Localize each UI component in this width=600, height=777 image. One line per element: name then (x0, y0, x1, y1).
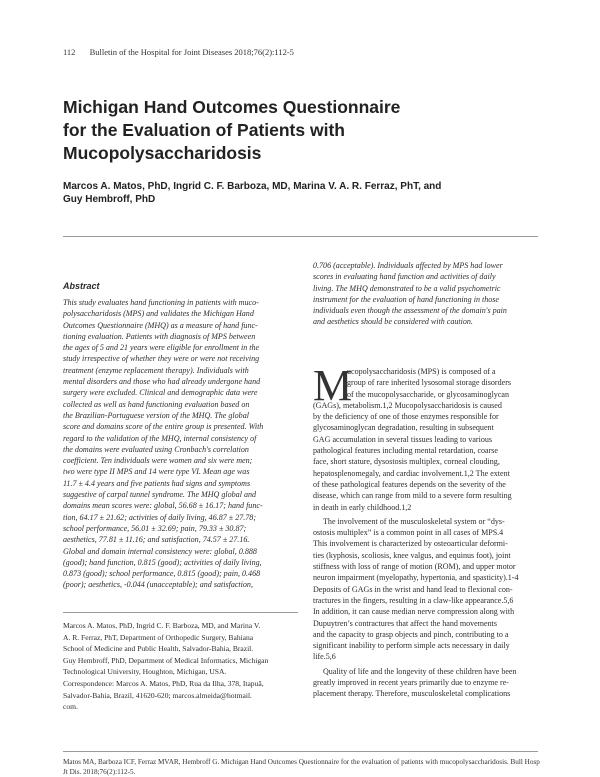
abstract-line: scores in evaluating hand function and activities of daily (313, 272, 496, 282)
abstract-line: school performance, 56.01 ± 32.69; pain, 79.33 ± 30.87; (63, 523, 247, 533)
body-line: group of rare inherited lysosomal storage disorders (347, 378, 512, 388)
journal-reference: Bulletin of the Hospital for Joint Diseases 2018;76(2):112-5 (89, 47, 294, 57)
title-line: for the Evaluation of Patients with (63, 120, 345, 140)
abstract-line: collected as well as hand functioning evaluation based on (63, 399, 250, 409)
abstract-line: the domains were evaluated using Cronbach's correlation (63, 444, 249, 454)
affiliation-divider (63, 612, 298, 613)
body-line: pathological features including mental retardation, coarse (313, 446, 499, 456)
abstract-line: the ages of 5 and 21 years were eligible for enrollment in the (63, 343, 260, 353)
body-line: disease, which can range from mild to a severe form resulting (313, 491, 512, 501)
title-line: Michigan Hand Outcomes Questionnaire (63, 97, 401, 117)
body-line: hepatosplenomegaly, and cardiac involvement.1,2 The extent (313, 468, 510, 478)
abstract-line: Outcomes Questionnaire (MHQ) as a measure of hand func- (63, 320, 258, 330)
abstract-line: instrument for the evaluation of hand functioning in those (313, 294, 499, 304)
body-line: ucopolysaccharidosis (MPS) is composed of a (347, 367, 496, 376)
affiliation-line: School of Medicine and Public Health, Salvador-Bahia, Brazil. (63, 644, 254, 654)
abstract-heading: Abstract (63, 281, 100, 291)
body-line: In addition, it can cause median nerve compression along with (313, 607, 515, 617)
author-list (63, 180, 543, 206)
body-line: face, short stature, dysostosis multiplex, corneal clouding, (313, 457, 500, 467)
author-line: Marcos A. Matos, PhD, Ingrid C. F. Barboza, MD, Marina V. A. R. Ferraz, PhT, and (63, 181, 442, 192)
affiliation-line: Marcos A. Matos, PhD, Ingrid C. F. Barboza, MD, and Marina V. (63, 621, 261, 630)
body-line: in death in early childhood.1,2 (313, 502, 412, 512)
affiliation-line: Guy Hembroff, PhD, Department of Medical Informatics, Michigan (63, 655, 269, 665)
abstract-line: surgery were excluded. Clinical and demographic data were (63, 388, 258, 398)
body-line: of the mucopolysaccharide, or glycosaminoglycan (347, 389, 510, 399)
abstract-line: tioning evaluation. Patients with diagnosis of MPS between (63, 331, 256, 341)
affiliation-line: A. R. Ferraz, PhT, Department of Orthopedic Surgery, Bahiana (63, 632, 254, 642)
abstract-line: mental disorders and those who had already undergone hand (63, 377, 261, 387)
body-line: ostosis multiplex” is a common point in all cases of MPS.4 (313, 528, 504, 538)
body-line: greatly improved in recent years primarily due to enzyme re- (313, 678, 509, 688)
abstract-line: aesthetics, 77.81 ± 11.16; and satisfaction, 74.57 ± 27.16. (63, 535, 250, 545)
body-line: This involvement is characterized by osteoarticular deformi- (313, 539, 508, 549)
body-line: Dupuytren’s contractures that affect the hand movements (313, 618, 497, 628)
abstract-line: study irrespective of whether they were or were not receiving (63, 354, 260, 364)
abstract-line: regard to the validation of the MHQ, internal consistency of (63, 433, 257, 443)
citation-footer: Matos MA, Barboza ICF, Ferraz MVAR, Hembroff G. Michigan Hand Outcomes Questionnaire for the evaluation of patients with mucopolysaccharidosis. Bull Hosp Jt Dis. 2018;76(2):112-5. (63, 758, 540, 776)
introduction-text (313, 361, 545, 700)
body-line: and the capacity to grasp objects and pinch, contributing to a (313, 629, 509, 639)
abstract-text-right (313, 260, 545, 328)
body-line: ties (kyphosis, scoliosis, knee valgus, and equinus foot), joint (313, 550, 511, 560)
abstract-line: coefficient. Ten individuals were women and six were men; (63, 456, 253, 466)
abstract-line: suggestive of carpal tunnel syndrome. The MHQ global and (63, 490, 257, 500)
correspondence-line: Salvador-Bahia, Brazil, 41620-620; marcos.almeida@hotmail. (63, 690, 252, 700)
abstract-line: 0.706 (acceptable). Individuals affected by MPS had lower (313, 261, 503, 270)
page-number: 112 (63, 47, 76, 57)
abstract-line: Global and domain internal consistency were: global, 0.888 (63, 546, 257, 556)
body-line: Deposits of GAGs in the wrist and hand lead to flexional con- (313, 584, 513, 594)
title-line: Mucopolysaccharidosis (63, 143, 262, 163)
body-line: of these pathological features depends on the severity of the (313, 479, 506, 489)
article-title (63, 96, 523, 165)
body-line: (GAGs), metabolism.1,2 Mucopolysaccharidosis is caused (313, 400, 502, 410)
author-line: Guy Hembroff, PhD (63, 194, 156, 205)
correspondence-line: com. (63, 702, 78, 712)
body-line: placement therapy. Therefore, musculoskeletal complications (313, 689, 511, 699)
footer-divider (63, 751, 538, 752)
correspondence-line: Correspondence: Marcos A. Matos, PhD, Rua da Ilha, 378, Itapuã, (63, 678, 264, 688)
abstract-line: domains mean scores were: global, 56.68 ± 16.17; hand func- (63, 501, 263, 511)
abstract-line: (good); hand function, 0.815 (good); activities of daily living, (63, 557, 262, 567)
running-header (63, 47, 294, 57)
body-line: Quality of life and the longevity of these children have been (323, 666, 517, 676)
body-line: stiffness with loss of range of motion (ROM), and upper motor (313, 562, 516, 572)
affiliation-line: Technological University, Houghton, Michigan, USA. (63, 667, 227, 677)
abstract-line: two were type II MPS and 14 were type VI. Mean age was (63, 467, 250, 477)
abstract-line: tion, 64.17 ± 21.62; activities of daily living, 46.87 ± 27.78; (63, 512, 256, 522)
body-line: The involvement of the musculoskeletal system or “dys- (323, 516, 505, 526)
abstract-text-left (63, 297, 298, 591)
abstract-line: individuals even though the assessment of the domain's pain (313, 306, 507, 316)
body-line: GAG accumulation in several tissues leading to various (313, 434, 492, 444)
body-line: glycosaminoglycan degradation, resulting in subsequent (313, 423, 494, 433)
abstract-line: treatment (enzyme replacement therapy). Individuals with (63, 365, 249, 375)
abstract-line: This study evaluates hand functioning in patients with muco- (63, 298, 259, 307)
abstract-line: living. The MHQ demonstrated to be a valid psychometric (313, 283, 501, 293)
body-line: life.5,6 (313, 652, 336, 662)
body-line: neuron impairment (myelopathy, hypertonia, and spasticity).1-4 (313, 573, 519, 583)
abstract-line: the Brazilian-Portuguese version of the MHQ. The global (63, 410, 249, 420)
section-divider (63, 236, 538, 237)
affiliations (63, 620, 298, 713)
abstract-line: (poor); aesthetics, -0.044 (unacceptable); and satisfaction, (63, 580, 253, 590)
body-line: significant inability to perform simple acts necessary in daily (313, 641, 510, 651)
body-line: by the deficiency of one of those enzymes responsible for (313, 412, 499, 422)
abstract-line: polysaccharidosis (MPS) and validates the Michigan Hand (63, 309, 254, 319)
drop-cap: M (313, 361, 353, 410)
body-line: tractures in the fingers, resulting in a claw-like appearance.5,6 (313, 595, 514, 605)
abstract-line: score and domains score of the entire group is presented. With (63, 422, 264, 432)
abstract-line: 11.7 ± 4.4 years and five patients had signs and symptoms (63, 478, 251, 488)
abstract-line: 0.873 (good); school performance, 0.815 (good); pain, 0.468 (63, 569, 261, 579)
abstract-line: and aesthetics should be considered with caution. (313, 317, 473, 327)
